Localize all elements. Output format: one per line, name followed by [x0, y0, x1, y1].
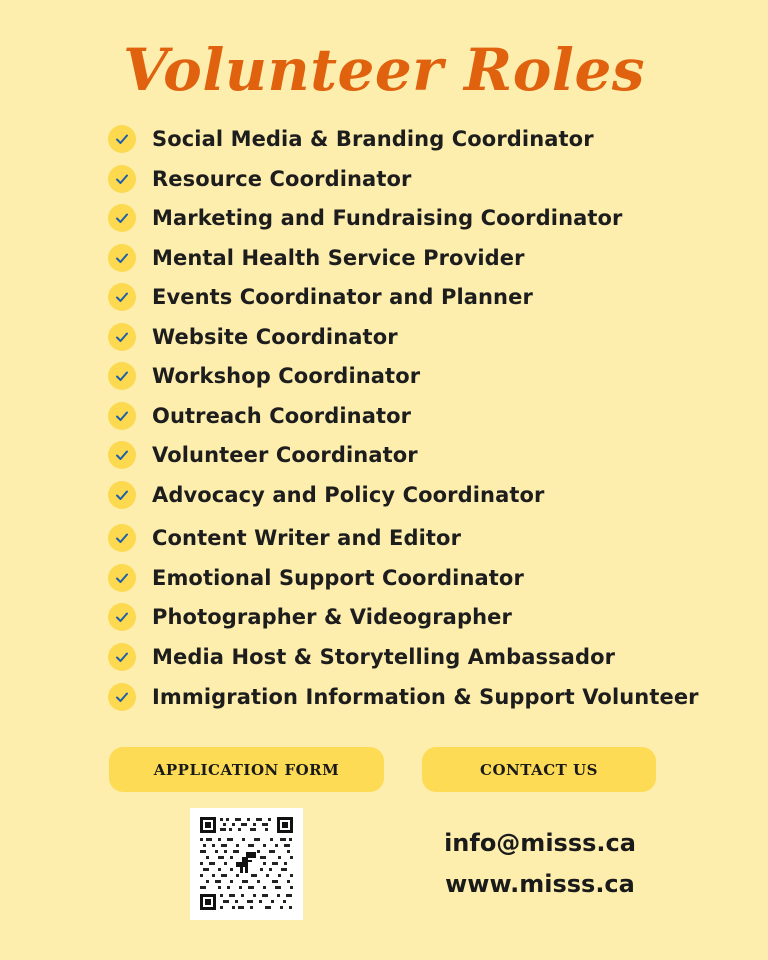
- role-item: [108, 401, 411, 431]
- role-label: Photographer & Videographer: [152, 605, 512, 629]
- role-label: Immigration Information & Support Volunteer: [152, 685, 699, 709]
- role-item: [108, 563, 524, 593]
- role-label: Outreach Coordinator: [152, 404, 412, 428]
- check-icon: [108, 204, 136, 232]
- contact-email[interactable]: info@misss.ca: [444, 829, 636, 857]
- check-icon: [108, 603, 136, 631]
- check-icon: [108, 683, 136, 711]
- role-item: [108, 164, 411, 194]
- role-label: Resource Coordinator: [152, 167, 412, 191]
- check-icon: [108, 323, 136, 351]
- role-label: Marketing and Fundraising Coordinator: [152, 206, 623, 230]
- role-item: [108, 440, 418, 470]
- check-icon: [108, 402, 136, 430]
- check-icon: [108, 283, 136, 311]
- role-item: [108, 243, 525, 273]
- role-label: Content Writer and Editor: [152, 526, 462, 550]
- check-icon: [108, 524, 136, 552]
- contact-website[interactable]: www.misss.ca: [445, 870, 635, 898]
- check-icon: [108, 362, 136, 390]
- role-label: Mental Health Service Provider: [152, 246, 525, 270]
- role-item: [108, 523, 461, 553]
- role-item: [108, 203, 623, 233]
- check-icon: [108, 244, 136, 272]
- role-item: [108, 480, 545, 510]
- page-title: Volunteer Roles: [122, 36, 646, 104]
- role-item: [108, 124, 594, 154]
- check-icon: [108, 165, 136, 193]
- role-label: Workshop Coordinator: [152, 364, 421, 388]
- role-label: Media Host & Storytelling Ambassador: [152, 645, 616, 669]
- check-icon: [108, 481, 136, 509]
- application-form-button[interactable]: APPLICATION FORM: [109, 747, 384, 792]
- role-item: [108, 642, 615, 672]
- check-icon: [108, 125, 136, 153]
- role-label: Website Coordinator: [152, 325, 398, 349]
- role-item: [108, 682, 699, 712]
- qr-code-icon[interactable]: [190, 808, 303, 920]
- check-icon: [108, 564, 136, 592]
- role-item: [108, 322, 398, 352]
- role-label: Events Coordinator and Planner: [152, 285, 533, 309]
- role-label: Volunteer Coordinator: [152, 443, 418, 467]
- role-item: [108, 361, 420, 391]
- role-item: [108, 282, 533, 312]
- check-icon: [108, 643, 136, 671]
- role-item: [108, 602, 512, 632]
- contact-us-button[interactable]: CONTACT US: [422, 747, 656, 792]
- check-icon: [108, 441, 136, 469]
- role-label: Social Media & Branding Coordinator: [152, 127, 594, 151]
- role-label: Advocacy and Policy Coordinator: [152, 483, 545, 507]
- role-label: Emotional Support Coordinator: [152, 566, 524, 590]
